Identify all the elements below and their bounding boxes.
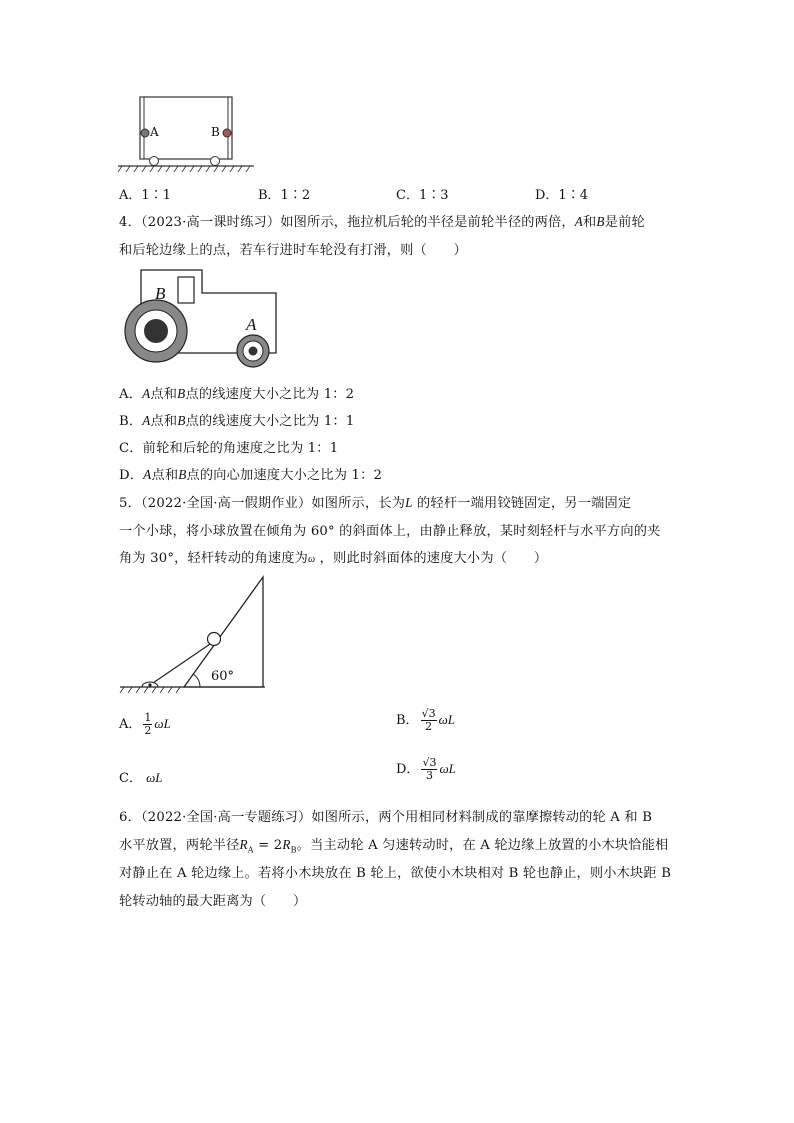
q6-stem-line4: 轮转动轴的最大距离为（ ） xyxy=(119,894,307,909)
ball-a-label: A xyxy=(150,125,159,139)
tractor-label-a: A xyxy=(246,315,257,334)
q4-option-d[interactable]: D．A点和B点的向心加速度大小之比为 1：2 xyxy=(119,467,383,483)
q4-option-b[interactable]: B．A点和B点的线速度大小之比为 1：1 xyxy=(119,413,355,429)
tractor-label-b: B xyxy=(155,284,166,303)
q5-stem-line3: 角为 30°，轻杆转动的角速度为ω ，则此时斜面体的速度大小为（ ） xyxy=(119,551,548,566)
q3-option-d[interactable]: D．1∶4 xyxy=(535,188,588,203)
incline-angle-label: 60° xyxy=(211,669,235,684)
q4-option-c[interactable]: C．前轮和后轮的角速度之比为 1：1 xyxy=(119,441,339,456)
q6-stem-line1: 6．（2022·全国·高一专题练习）如图所示，两个用相同材料制成的靠摩擦转动的轮 A 和 B xyxy=(119,810,653,825)
q5-option-d[interactable]: D． $\frac{√3}{3}$ ωL xyxy=(396,756,456,782)
tractor-figure xyxy=(120,265,285,370)
q5-option-a[interactable]: A． $\frac{1}{2}$ ωL xyxy=(119,711,171,737)
cart-figure xyxy=(118,95,258,175)
q5-stem-line1: 5．（2022·全国·高一假期作业）如图所示，长为L 的轻杆一端用铰链固定，另一端固定 xyxy=(119,495,632,511)
q4-stem-line2: 和后轮边缘上的点，若车行进时车轮没有打滑，则（ ） xyxy=(119,243,468,258)
q5-option-c[interactable]: C． ωL xyxy=(119,770,163,786)
q3-option-c[interactable]: C．1∶3 xyxy=(396,188,449,203)
q6-stem-line3: 对静止在 A 轮边缘上。若将小木块放在 B 轮上，欲使小木块相对 B 轮也静止，则小木块距 B xyxy=(119,866,672,881)
q4-option-a[interactable]: A．A点和B点的线速度大小之比为 1：2 xyxy=(119,386,355,402)
ball-b-label: B xyxy=(211,125,220,139)
q5-stem-line2: 一个小球，将小球放置在倾角为 60° 的斜面体上，由静止释放，某时刻轻杆与水平方向的夹 xyxy=(119,524,661,539)
incline-figure xyxy=(120,575,270,697)
q3-option-a[interactable]: A．1∶1 xyxy=(119,188,171,203)
q6-stem-line2: 水平放置，两轮半径$R_A = 2R_B$。当主动轮 A 匀速转动时，在 A 轮边缘上放置的小木块恰能相 xyxy=(119,837,669,855)
q3-option-b[interactable]: B．1∶2 xyxy=(258,188,311,203)
q4-stem-line1: 4．（2023·高一课时练习）如图所示，拖拉机后轮的半径是前轮半径的两倍，A和B是前轮 xyxy=(119,214,645,230)
q5-option-b[interactable]: B． $\frac{√3}{2}$ ωL xyxy=(396,707,455,733)
